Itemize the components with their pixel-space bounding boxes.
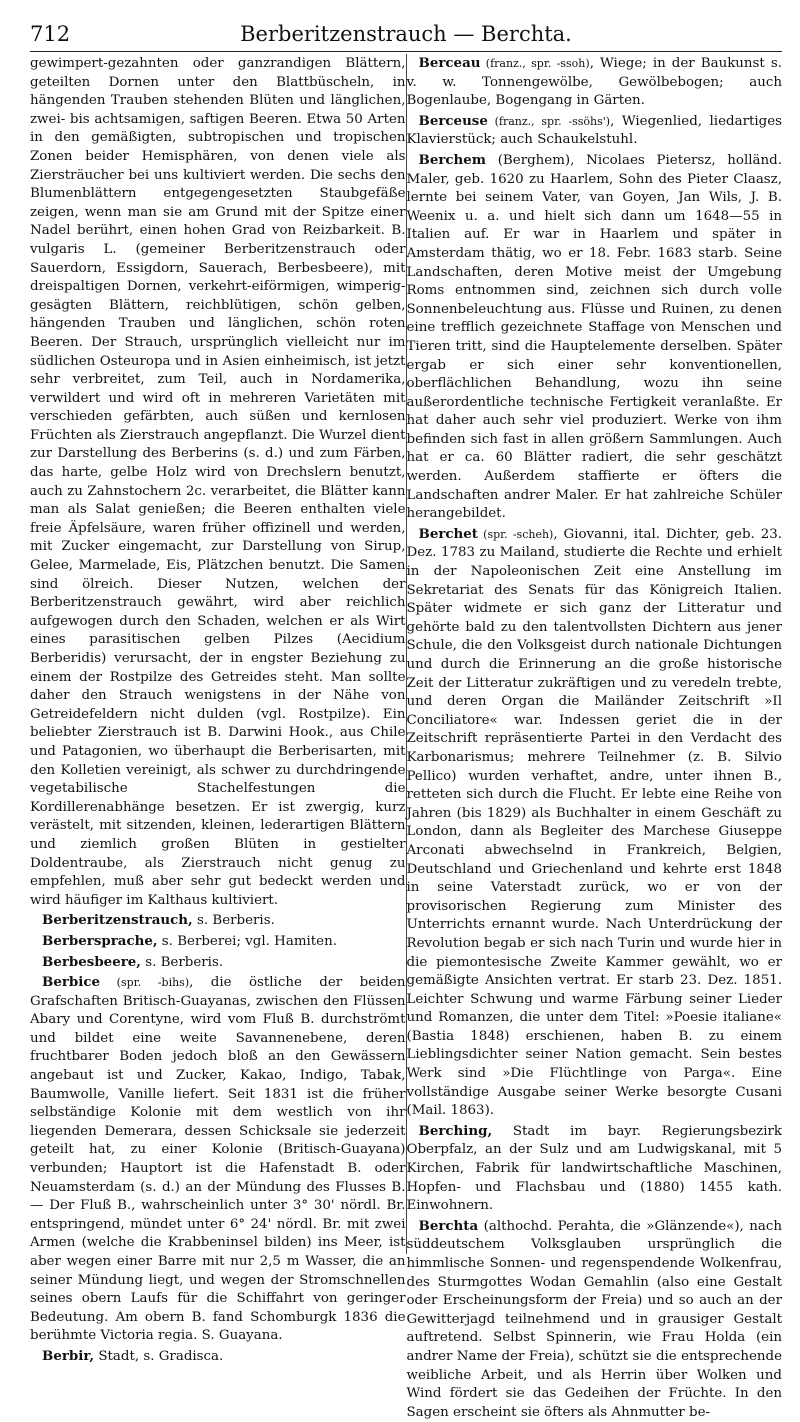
entry-lemma: Berbice — [42, 974, 101, 991]
entry-lemma: Berchem — [418, 151, 486, 168]
entry-lemma: Berbesbeere, — [42, 953, 141, 970]
entry-text: s. Berberis. — [140, 954, 224, 970]
dictionary-entry — [30, 953, 406, 973]
entry-pronunciation: (spr. -bihs) — [100, 976, 190, 990]
running-head: Berberitzenstrauch — Berchta. — [240, 22, 572, 46]
dictionary-entry — [30, 932, 406, 952]
dictionary-entry — [30, 911, 406, 931]
entry-text: s. Berberei; vgl. Hamiten. — [157, 933, 337, 949]
page-header — [30, 14, 782, 54]
entry-text: Stadt, s. Gradisca. — [94, 1348, 224, 1364]
entry-text: , die östliche der beiden Grafschaften Britisch-Guayanas, zwischen den Flüssen Abary und Corentyne, wird vom Fluß B. durchströmt und bildet eine weite Savannenebene, deren fruchtbarer Boden jedoch bloß an den Gewässern angebaut ist und Zucker, Kakao, Indigo, Tabak, Baumwolle, Vanille liefert. Seit 1831 ist die früher selbständige Kolonie mit dem westlich von ihr liegenden Demerara, dessen Schicksale sie jederzeit geteilt hat, zu einer Kolonie (Britisch-Guayana) verbunden; Hauptort ist die Hafenstadt B. oder Neuamsterdam (s. d.) an der Mündung des Flusses B. — Der Fluß B., wahrscheinlich unter 3° 30' nördl. Br. entspringend, mündet unter 6° 24' nördl. Br. mit zwei Armen (welche die Krabbeninsel bilden) ins Meer, ist aber wegen einer Barre mit nur 2,5 m Wasser, die an seiner Mündung liegt, und wegen der Stromschnellen seines obern Laufs für die Schiffahrt von geringer Bedeutung. Am obern B. fand Schomburgk 1836 die berühmte Victoria regia. S. Guayana. — [30, 975, 406, 1344]
dictionary-entry — [30, 973, 406, 1346]
dictionary-entry — [407, 54, 783, 111]
dictionary-entry — [407, 1122, 783, 1216]
header-rule — [30, 51, 782, 52]
entry-text: Stadt im bayr. Regierungsbezirk Oberpfalz, an der Sulz und am Ludwigskanal, mit 5 Kirchen, Fabrik für landwirtschaftliche Maschinen, Hopfen- und Flachsbau und (1880) 1455 kath. Einwohnern. — [406, 1123, 782, 1214]
entry-text: , Wiege; in der Baukunst s. v. w. Tonnengewölbe, Gewölbebogen; auch Bogenlaube, Bogengang in Gärten. — [406, 56, 782, 109]
entry-lemma: Berberitzenstrauch, — [42, 912, 193, 929]
entry-pronunciation: (spr. -scheh) — [478, 527, 554, 541]
right-column — [406, 54, 783, 1420]
dictionary-entry — [407, 151, 783, 524]
entry-pronunciation: (franz., spr. -ssöhs') — [487, 114, 611, 128]
entry-pronunciation: (franz., spr. -ssoh) — [480, 57, 590, 70]
dictionary-entry — [407, 112, 783, 150]
dictionary-entry — [407, 525, 783, 1121]
entry-text: (Berghem), Nicolaes Pietersz, holländ. Maler, geb. 1620 zu Haarlem, Sohn des Pieter Claasz, lernte bei seinem Vater, van Goyen, Jan Wils, J. B. Weenix u. a. und hielt sich dann um 1648—55 in Italien auf. Er war in Haarlem und später in Amsterdam thätig, wo er 18. Febr. 1683 starb. Seine Landschaften, deren Motive meist der Umgebung Roms entnommen sind, zeichnen sich durch volle Sonnenbeleuchtung aus. Flüsse und Ruinen, zu denen eine trefflich gezeichnete Staffage von Menschen und Tieren tritt, sind die Hauptelemente derselben. Später ergab er sich einer sehr konventionellen, oberflächlichen Behandlung, wozu ihn seine außerordentliche technische Fertigkeit veranlaßte. Er hat daher auch sehr viel produziert. Werke von ihm befinden sich fast in allen größern Sammlungen. Auch hat er ca. 60 Blätter radiert, die sehr geschätzt werden. Außerdem staffierte er öfters die Landschaften andrer Maler. Er hat zahlreiche Schüler herangebildet. — [406, 152, 782, 522]
entry-text: s. Berberis. — [192, 913, 275, 929]
page-number: 712 — [30, 22, 71, 46]
entry-text: , Giovanni, ital. Dichter, geb. 23. Dez. 1783 zu Mailand, studierte die Rechte und erhielt in der Napoleonischen Zeit eine Anstellung im Sekretariat des Senats für das Königreich Italien. Später widmete er sich ganz der Litteratur und gehörte bald zu den talentvollsten Dichtern aus jener Schule, die den Volksgeist durch nationale Dichtungen und durch die Erinnerung an die große historische Zeit der Litteratur zukräftigen und zu veredeln trebte, und deren Organ die Mailänder Zeitschrift »Il Conciliatore« war. Indessen geriet die in der Zeitschrift repräsentierte Partei in den Verdacht des Karbonarismus; mehrere Teilnehmer (z. B. Silvio Pellico) wurden verhaftet, andre, unter ihnen B., retteten sich durch die Flucht. Er lebte eine Reihe von Jahren (bis 1829) als Buchhalter in einem Geschäft zu London, dann als Begleiter des Marchese Giuseppe Arconati abwechselnd in Frankreich, Belgien, Deutschland und Griechenland und kehrte erst 1848 in seine Vaterstadt zurück, wo er von der provisorischen Regierung zum Minister des Unterrichts ernannt wurde. Nach Unterdrückung der Revolution begab er sich nach Turin und wurde hier in die piemontesische Zweite Kammer gewählt, wo er gemäßigte Ansichten vertrat. Er starb 23. Dez. 1851. Leichter Schwung und warme Färbung seiner Lieder und Romanzen, die unter dem Titel: »Poesie italiane« (Bastia 1848) erschienen, haben B. zu einem Lieblingsdichter seiner Nation gemacht. Sein bestes Werk sind »Die Flüchtlinge von Parga«. Eine vollständige Ausgabe seiner Werke besorgte Cusani (Mail. 1863). — [406, 526, 783, 1119]
entry-lemma: Berchta — [418, 1217, 479, 1234]
dictionary-entry — [30, 1347, 406, 1367]
entry-lemma: Berbir, — [42, 1347, 95, 1364]
entry-lemma: Berchet — [418, 525, 478, 542]
entry-text: gewimpert-gezahnten oder ganzrandigen Blättern, geteilten Dornen unter den Blattbüscheln, in hängenden Trauben stehenden Blüten und länglichen, zwei- bis achtsamigen, saftigen Beeren. Etwa 50 Arten in den gemäßigten, subtropischen und tropischen Zonen beider Hemisphären, von denen viele als Ziersträucher bei uns kultiviert werden. Die sechs den Blumenblättern entgegengesetzten Staubgefäße zeigen, wenn man sie am Grund mit der Spitze einer Nadel berührt, einen hohen Grad von Reizbarkeit. B. vulgaris L. (gemeiner Berberitzenstrauch oder Sauerdorn, Essigdorn, Sauerach, Berbesbeere), mit dreispaltigen Dornen, verkehrt-eiförmigen, wimperig-gesägten Blättern, reichblütigen, schön gelben, hängenden Trauben und länglichen, schön roten Beeren. Der Strauch, ursprünglich vielleicht nur im südlichen Osteuropa und in Asien einheimisch, ist jetzt sehr verbreitet, zum Teil, auch in Nordamerika, verwildert und wird oft in mehreren Varietäten mit verschieden gefärbten, auch süßen und kernlosen Früchten als Zierstrauch angepflanzt. Die Wurzel dient zur Darstellung des Berberins (s. d.) und zum Färben, das harte, gelbe Holz wird von Drechslern benutzt, auch zu Zahnstochern 2c. verarbeitet, die Blätter kann man als Salat genießen; die Beeren enthalten viele freie Äpfelsäure, waren früher offizinell und werden, mit Zucker eingemacht, zur Darstellung von Sirup, Gelee, Marmelade, Eis, Plätzchen benutzt. Die Samen sind ölreich. Dieser Nutzen, welchen der Berberitzenstrauch gewährt, wird aber reichlich aufgewogen durch den Schaden, welchen er als Wirt eines parasitischen gelben Pilzes (Aecidium Berberidis) verursacht, der in engster Beziehung zu einem der Rostpilze des Getreides steht. Man sollte daher den Strauch wenigstens in der Nähe von Getreidefeldern nicht dulden (vgl. Rostpilze). Ein beliebter Zierstrauch ist B. Darwini Hook., aus Chile und Patagonien, wo überhaupt die Berberisarten, mit den Kolletien vereinigt, als schwer zu durchdringende vegetabilische Stachelfestungen die Kordillerenabhänge besetzen. Er ist zwergig, kurz verästelt, mit sitzenden, kleinen, lederartigen Blättern und ziemlich großen Blüten in gestielter Doldentraube, als Zierstrauch nicht genug zu empfehlen, muß aber sehr gut bedeckt werden und wird häufiger im Kalthaus kultiviert. — [30, 56, 406, 908]
entry-lemma: Berbersprache, — [42, 932, 158, 949]
entry-lemma: Berching, — [418, 1122, 493, 1139]
entry-lemma: Berceuse — [418, 112, 488, 129]
dictionary-entry — [30, 54, 406, 910]
dictionary-entry — [407, 1217, 783, 1422]
left-column — [30, 54, 406, 1364]
entry-text: , Wiegenlied, liedartiges Klavierstück; auch Schaukelstuhl. — [406, 113, 783, 148]
entry-text: (althochd. Perahta, die »Glänzende«), nach süddeutschem Volksglauben ursprünglich die himmlische Sonnen- und regenspendende Wolkenfrau, des Sturmgottes Wodan Gemahlin (also eine Gestalt oder Erscheinungsform der Freia) und so auch an der Gewitterjagd teilnehmend und in grausiger Gestalt auftretend. Selbst Spinnerin, wie Frau Holda (ein andrer Name der Freia), schützt sie die entsprechende weibliche Arbeit, und als Herrin über Wolken und Wind fördert sie das Gedeihen der Früchte. In den Sagen erscheint sie öfters als Ahnmutter be- — [406, 1218, 782, 1420]
two-column-body — [30, 54, 783, 1420]
entry-lemma: Berceau — [418, 55, 481, 71]
